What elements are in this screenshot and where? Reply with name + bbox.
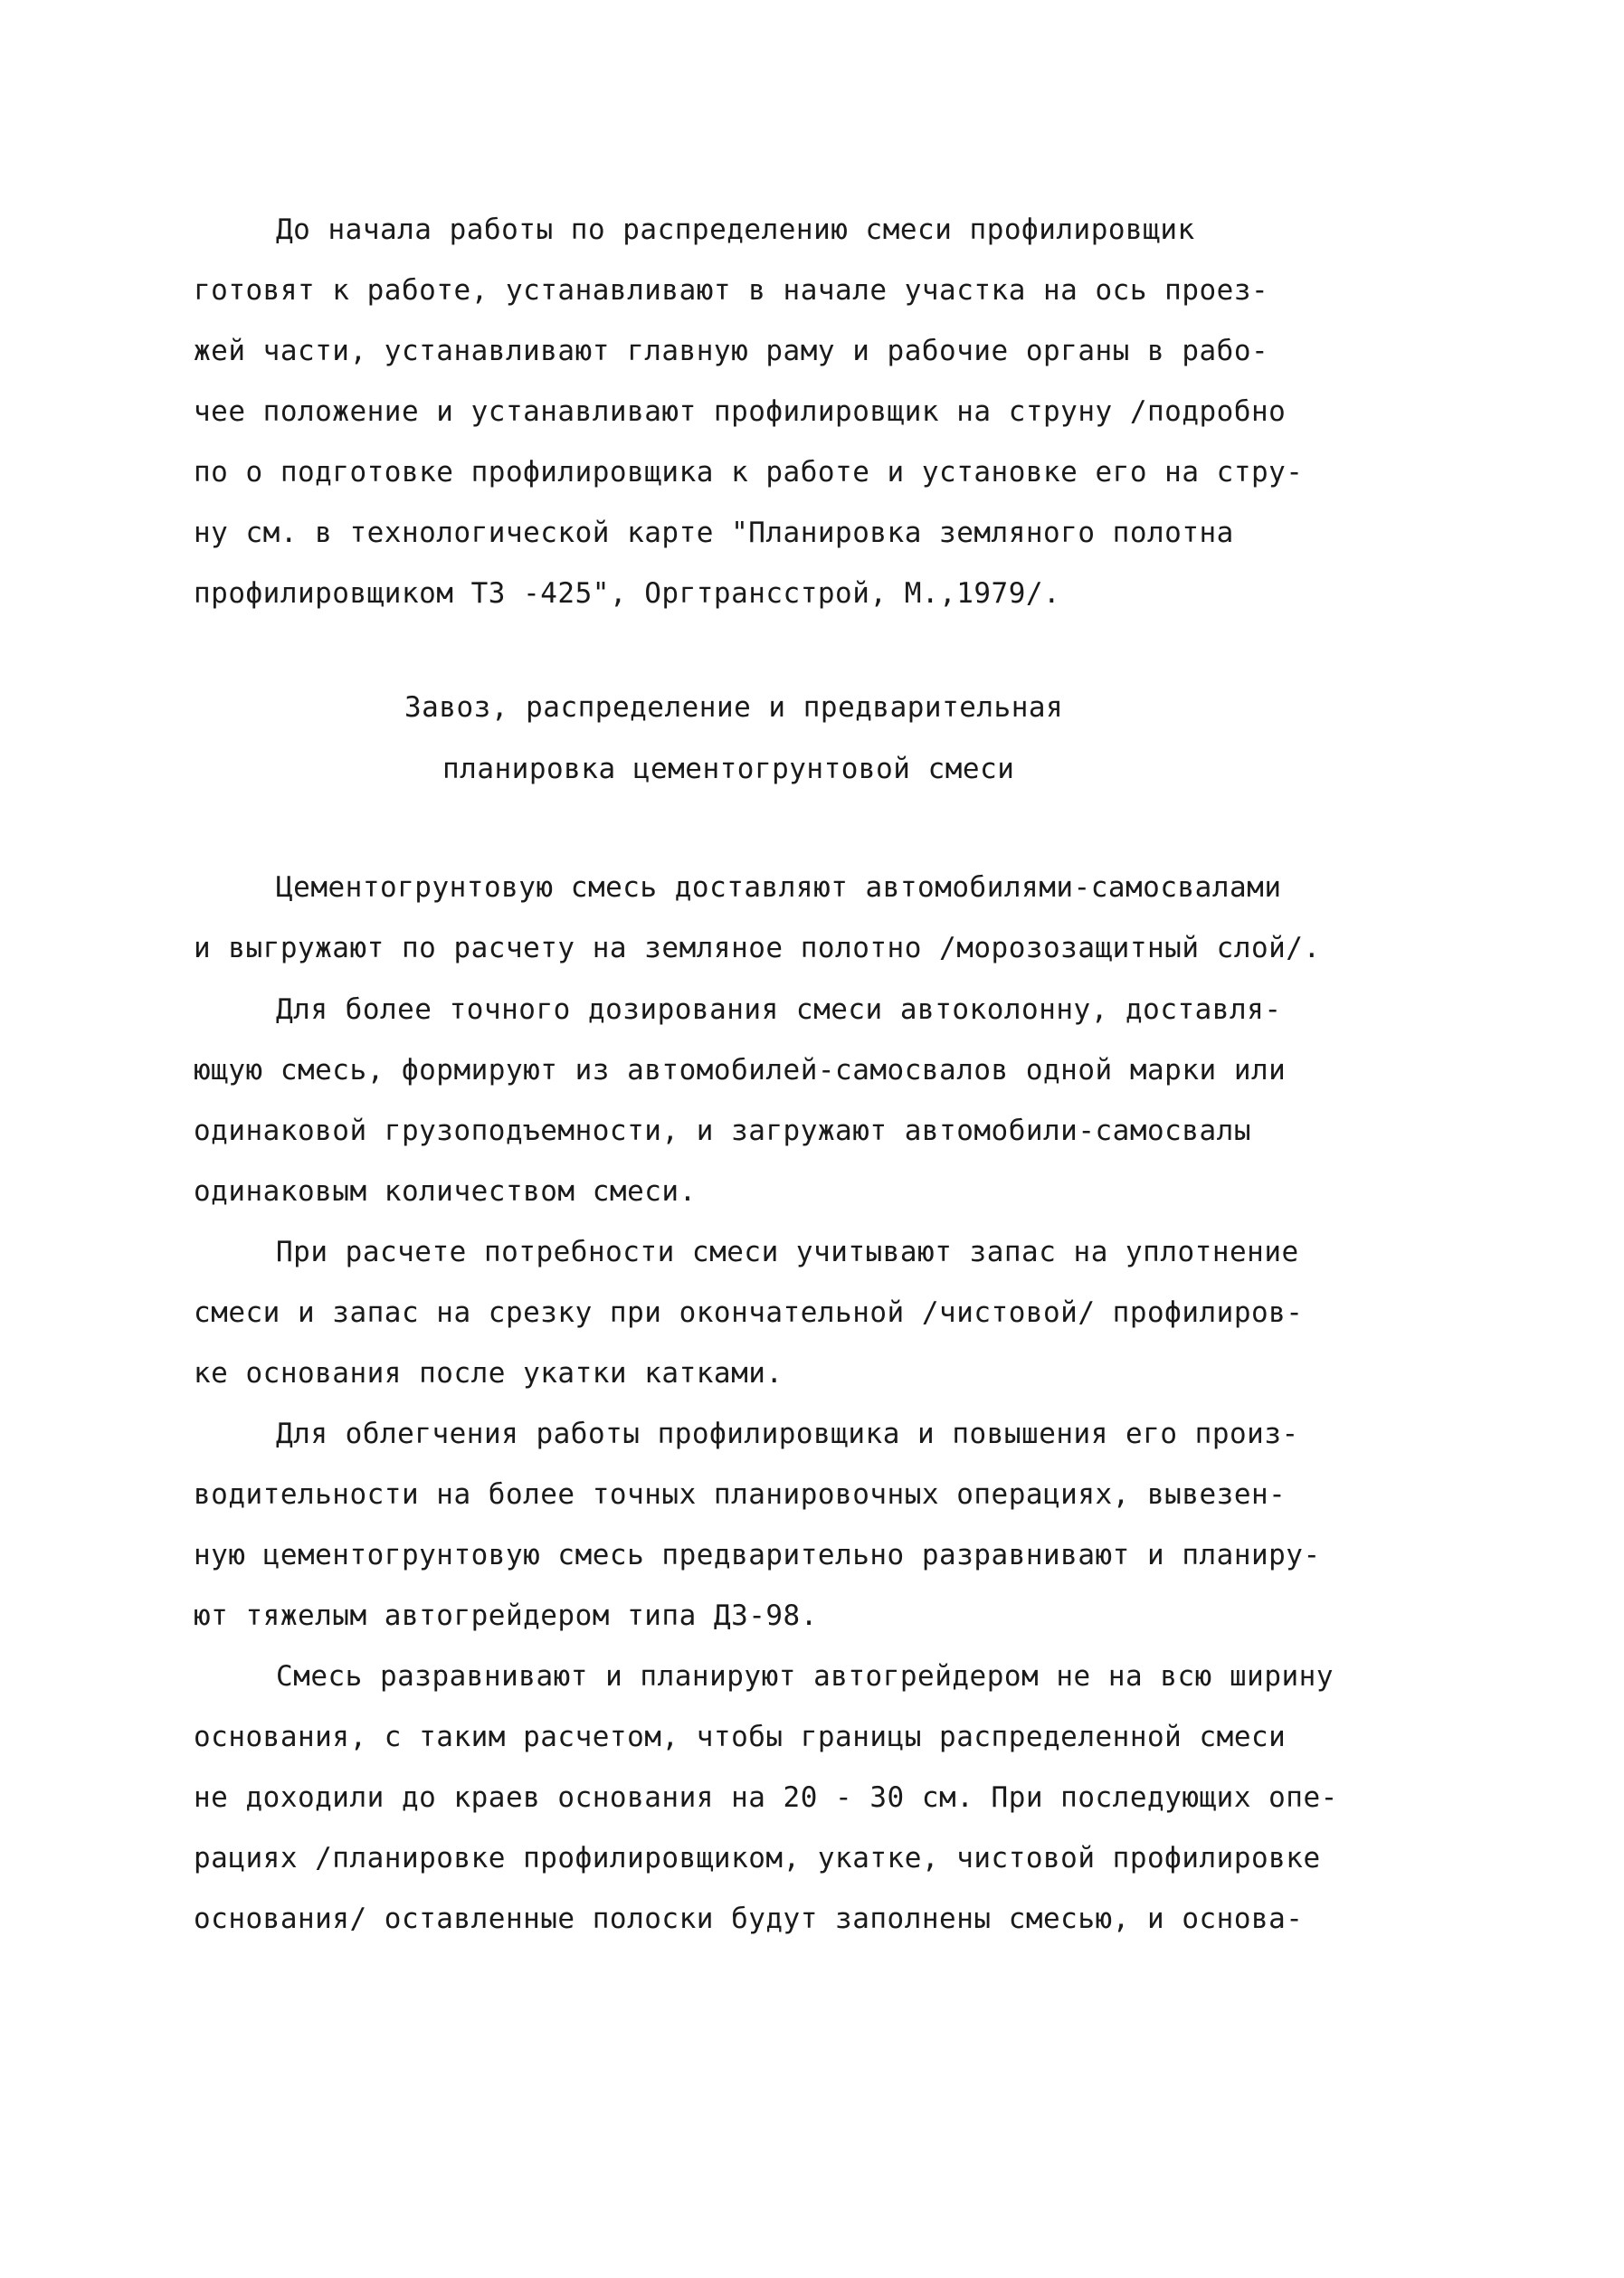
text-line: основания, с таким расчетом, чтобы границы распределенной смеси	[194, 1721, 1287, 1753]
text-line: рациях /планировке профилировщиком, укатке, чистовой профилировке	[194, 1842, 1321, 1875]
text-line: чее положение и устанавливают профилировщик на струну /подробно	[194, 395, 1287, 428]
text-line: ную цементогрунтовую смесь предварительно разравнивают и планиру-	[194, 1539, 1321, 1571]
section-heading-line-1: Завоз, распределение и предварительная	[404, 691, 1064, 724]
text-line: ке основания после укатки катками.	[194, 1357, 784, 1390]
text-line: основания/ оставленные полоски будут заполнены смесью, и основа-	[194, 1903, 1304, 1935]
text-line: жей части, устанавливают главную раму и рабочие органы в рабо-	[194, 335, 1269, 367]
text-line: При расчете потребности смеси учитывают запас на уплотнение	[276, 1236, 1299, 1268]
text-line: Цементогрунтовую смесь доставляют автомобилями-самосвалами	[276, 871, 1282, 904]
text-line: Смесь разравнивают и планируют автогрейдером не на всю ширину	[276, 1660, 1334, 1693]
text-line: смеси и запас на срезку при окончательной /чистовой/ профилиров-	[194, 1296, 1304, 1329]
text-line: одинаковой грузоподъемности, и загружают автомобили-самосвалы	[194, 1115, 1251, 1147]
text-line: ющую смесь, формируют из автомобилей-самосвалов одной марки или	[194, 1054, 1287, 1087]
text-line: профилировщиком ТЗ -425", Оргтрансстрой, М.,1979/.	[194, 577, 1061, 610]
text-line: Для облегчения работы профилировщика и повышения его произ-	[276, 1418, 1299, 1450]
text-line: одинаковым количеством смеси.	[194, 1175, 697, 1208]
text-line: и выгружают по расчету на земляное полотно /морозозащитный слой/.	[194, 932, 1321, 964]
text-line: готовят к работе, устанавливают в начале участка на ось проез-	[194, 274, 1269, 307]
section-heading-line-2: планировка цементогрунтовой смеси	[442, 753, 1015, 785]
text-line: ну см. в технологической карте "Планировка земляного полотна	[194, 517, 1234, 549]
text-line: ют тяжелым автогрейдером типа ДЗ-98.	[194, 1599, 818, 1632]
text-line: не доходили до краев основания на 20 - 30 см. При последующих опе-	[194, 1781, 1338, 1814]
text-line: водительности на более точных планировочных операциях, вывезен-	[194, 1478, 1287, 1511]
text-line: Для более точного дозирования смеси автоколонну, доставля-	[276, 993, 1282, 1026]
text-line: по о подготовке профилировщика к работе и установке его на стру-	[194, 456, 1304, 489]
text-line: До начала работы по распределению смеси профилировщик	[276, 214, 1195, 246]
